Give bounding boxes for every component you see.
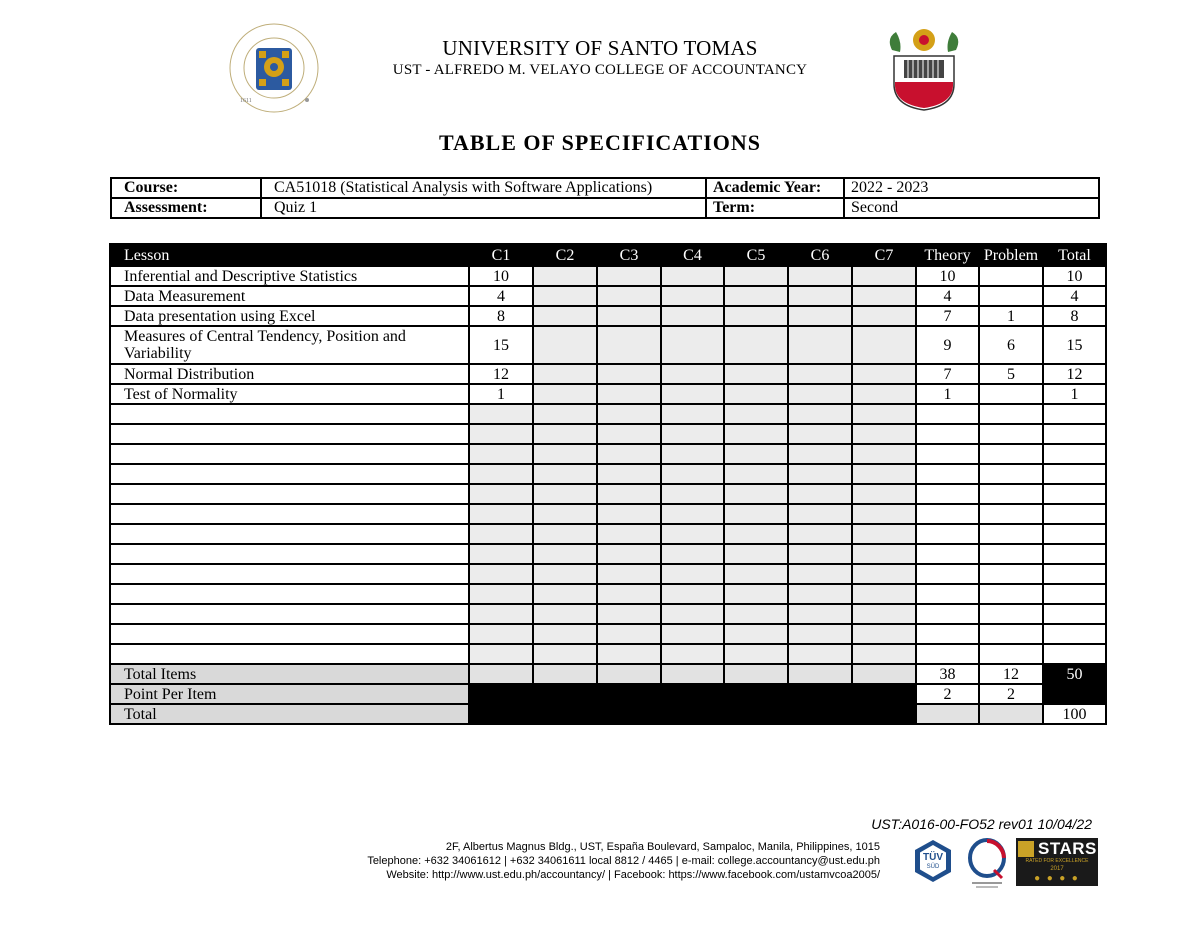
value-cell — [724, 384, 788, 404]
point-theory: 2 — [916, 684, 979, 704]
empty-cell — [852, 624, 916, 644]
empty-cell — [469, 484, 533, 504]
empty-cell — [597, 524, 661, 544]
empty-cell — [724, 544, 788, 564]
value-cell: 4 — [916, 286, 979, 306]
empty-cell — [852, 584, 916, 604]
empty-cell — [788, 604, 852, 624]
empty-cell — [110, 584, 469, 604]
empty-cell — [979, 444, 1043, 464]
grand-total-row — [110, 704, 1106, 724]
value-cell: 9 — [916, 326, 979, 364]
empty-cell — [852, 444, 916, 464]
value-cell: 1 — [469, 384, 533, 404]
value-cell: 10 — [469, 266, 533, 286]
empty-cell — [1043, 604, 1106, 624]
empty-cell — [916, 524, 979, 544]
value-cell: 5 — [979, 364, 1043, 384]
seal-year: 1611 — [240, 98, 252, 104]
empty-cell — [852, 524, 916, 544]
empty-cell — [979, 544, 1043, 564]
lesson-cell: Measures of Central Tendency, Position and Variability — [110, 326, 469, 364]
empty-cell — [533, 564, 597, 584]
empty-cell — [469, 644, 533, 664]
value-cell — [661, 364, 724, 384]
empty-cell — [979, 564, 1043, 584]
empty-cell — [1043, 584, 1106, 604]
assessment-value: Quiz 1 — [261, 198, 706, 218]
header-c2: C2 — [533, 244, 597, 266]
lesson-cell: Inferential and Descriptive Statistics — [110, 266, 469, 286]
value-cell — [661, 286, 724, 306]
empty-cell — [661, 404, 724, 424]
empty-cell — [788, 644, 852, 664]
total-items-label: Total Items — [110, 664, 469, 684]
total-items-row — [110, 664, 1106, 684]
table-row — [110, 384, 1106, 404]
value-cell — [533, 306, 597, 326]
document-title: TABLE OF SPECIFICATIONS — [438, 130, 762, 155]
empty-cell — [788, 444, 852, 464]
empty-cell — [979, 644, 1043, 664]
empty-cell — [916, 444, 979, 464]
academic-year-value: 2022 - 2023 — [844, 178, 1099, 198]
value-cell — [852, 364, 916, 384]
empty-cell — [533, 604, 597, 624]
empty-cell — [788, 584, 852, 604]
empty-cell — [916, 424, 979, 444]
empty-cell — [788, 464, 852, 484]
empty-cell — [852, 604, 916, 624]
empty-cell — [916, 584, 979, 604]
empty-cell — [852, 564, 916, 584]
quality-award-logo — [964, 838, 1010, 892]
empty-cell — [661, 464, 724, 484]
academic-year-label: Academic Year: — [706, 178, 844, 198]
value-cell — [852, 326, 916, 364]
lesson-cell: Data Measurement — [110, 286, 469, 306]
value-cell — [979, 266, 1043, 286]
value-cell — [788, 266, 852, 286]
university-name: UNIVERSITY OF SANTO TOMAS — [442, 36, 758, 60]
value-cell — [724, 266, 788, 286]
empty-cell — [469, 524, 533, 544]
empty-cell — [597, 604, 661, 624]
empty-cell — [724, 504, 788, 524]
value-cell — [852, 286, 916, 306]
empty-cell — [979, 484, 1043, 504]
value-cell: 7 — [916, 364, 979, 384]
table-row — [110, 266, 1106, 286]
footer-contact — [367, 840, 880, 882]
header-lesson: Lesson — [110, 244, 469, 266]
value-cell — [597, 286, 661, 306]
empty-cell — [788, 524, 852, 544]
value-cell — [852, 384, 916, 404]
value-cell: 12 — [1043, 364, 1106, 384]
course-value: CA51018 (Statistical Analysis with Software Applications) — [261, 178, 706, 198]
value-cell — [597, 326, 661, 364]
empty-cell — [916, 464, 979, 484]
value-cell: 8 — [469, 306, 533, 326]
value-cell: 1 — [916, 384, 979, 404]
course-label: Course: — [111, 178, 261, 198]
empty-cell — [788, 544, 852, 564]
empty-cell — [979, 584, 1043, 604]
empty-row — [110, 604, 1106, 624]
empty-cell — [533, 584, 597, 604]
value-cell — [597, 364, 661, 384]
empty-cell — [110, 424, 469, 444]
empty-cell — [597, 484, 661, 504]
footer-website: Website: http://www.ust.edu.ph/accountancy/ | Facebook: https://www.facebook.com/ustamvcoa2005/ — [386, 869, 880, 881]
empty-cell — [533, 524, 597, 544]
empty-row — [110, 564, 1106, 584]
table-row — [110, 306, 1106, 326]
value-cell — [724, 306, 788, 326]
empty-cell — [597, 644, 661, 664]
empty-cell — [597, 544, 661, 564]
empty-cell — [852, 404, 916, 424]
point-problem: 2 — [979, 684, 1043, 704]
value-cell: 7 — [916, 306, 979, 326]
empty-cell — [110, 544, 469, 564]
empty-cell — [110, 564, 469, 584]
empty-cell — [110, 444, 469, 464]
empty-cell — [788, 624, 852, 644]
grand-total-value: 100 — [1043, 704, 1106, 724]
empty-cell — [916, 604, 979, 624]
empty-cell — [1043, 444, 1106, 464]
value-cell — [979, 384, 1043, 404]
empty-cell — [469, 584, 533, 604]
empty-cell — [597, 464, 661, 484]
header-total: Total — [1043, 244, 1106, 266]
empty-cell — [1043, 484, 1106, 504]
stars-text: STARS — [1038, 839, 1097, 858]
empty-cell — [916, 644, 979, 664]
value-cell: 1 — [1043, 384, 1106, 404]
empty-cell — [916, 544, 979, 564]
empty-cell — [661, 524, 724, 544]
empty-cell — [110, 604, 469, 624]
empty-cell — [469, 564, 533, 584]
value-cell — [724, 364, 788, 384]
value-cell: 8 — [1043, 306, 1106, 326]
empty-cell — [788, 424, 852, 444]
value-cell: 4 — [1043, 286, 1106, 306]
stars-year: 2017 — [1050, 866, 1064, 872]
total-problem: 12 — [979, 664, 1043, 684]
specifications-table — [109, 243, 1107, 725]
empty-cell — [724, 564, 788, 584]
empty-row — [110, 544, 1106, 564]
lesson-cell: Test of Normality — [110, 384, 469, 404]
empty-cell — [916, 504, 979, 524]
table-header-row — [110, 244, 1106, 266]
empty-cell — [110, 404, 469, 424]
form-code: UST:A016-00-FO52 rev01 10/04/22 — [871, 816, 1092, 832]
stars-rating-icon: ● ● ● ● — [1034, 873, 1080, 884]
empty-cell — [110, 624, 469, 644]
value-cell: 4 — [469, 286, 533, 306]
empty-cell — [597, 444, 661, 464]
empty-cell — [788, 484, 852, 504]
value-cell — [788, 286, 852, 306]
empty-cell — [533, 544, 597, 564]
value-cell: 12 — [469, 364, 533, 384]
empty-cell — [469, 464, 533, 484]
empty-row — [110, 404, 1106, 424]
empty-cell — [724, 604, 788, 624]
empty-cell — [533, 424, 597, 444]
empty-cell — [533, 464, 597, 484]
empty-cell — [916, 484, 979, 504]
empty-cell — [916, 404, 979, 424]
term-value: Second — [844, 198, 1099, 218]
value-cell — [597, 306, 661, 326]
empty-row — [110, 504, 1106, 524]
empty-cell — [661, 584, 724, 604]
value-cell — [724, 326, 788, 364]
value-cell: 6 — [979, 326, 1043, 364]
total-items-total: 50 — [1043, 664, 1106, 684]
empty-cell — [852, 644, 916, 664]
empty-row — [110, 524, 1106, 544]
header-c1: C1 — [469, 244, 533, 266]
lesson-cell: Data presentation using Excel — [110, 306, 469, 326]
value-cell — [661, 266, 724, 286]
value-cell — [533, 384, 597, 404]
value-cell — [661, 306, 724, 326]
empty-cell — [533, 644, 597, 664]
value-cell: 15 — [469, 326, 533, 364]
empty-cell — [110, 484, 469, 504]
value-cell — [852, 306, 916, 326]
value-cell — [533, 286, 597, 306]
header-c3: C3 — [597, 244, 661, 266]
empty-row — [110, 644, 1106, 664]
table-row — [110, 286, 1106, 306]
term-label: Term: — [706, 198, 844, 218]
empty-cell — [724, 404, 788, 424]
empty-cell — [597, 624, 661, 644]
empty-cell — [597, 424, 661, 444]
empty-cell — [661, 624, 724, 644]
header-c7: C7 — [852, 244, 916, 266]
empty-cell — [533, 444, 597, 464]
empty-row — [110, 424, 1106, 444]
course-row — [111, 178, 1099, 198]
empty-cell — [1043, 624, 1106, 644]
empty-cell — [788, 504, 852, 524]
empty-cell — [979, 424, 1043, 444]
empty-cell — [979, 624, 1043, 644]
empty-cell — [1043, 564, 1106, 584]
college-name: UST - ALFREDO M. VELAYO COLLEGE OF ACCOUNTANCY — [392, 62, 808, 78]
empty-cell — [979, 504, 1043, 524]
empty-cell — [661, 504, 724, 524]
empty-cell — [469, 424, 533, 444]
empty-cell — [724, 524, 788, 544]
point-per-item-row — [110, 684, 1106, 704]
empty-cell — [469, 504, 533, 524]
value-cell: 15 — [1043, 326, 1106, 364]
empty-cell — [597, 564, 661, 584]
empty-cell — [661, 644, 724, 664]
empty-cell — [469, 604, 533, 624]
tuv-sub-text: SÜD — [926, 864, 940, 870]
value-cell — [788, 306, 852, 326]
stars-rating-logo — [1016, 838, 1098, 886]
empty-cell — [1043, 524, 1106, 544]
value-cell — [724, 286, 788, 306]
lesson-cell: Normal Distribution — [110, 364, 469, 384]
empty-cell — [597, 504, 661, 524]
empty-cell — [852, 484, 916, 504]
empty-cell — [597, 584, 661, 604]
value-cell — [533, 266, 597, 286]
value-cell: 10 — [916, 266, 979, 286]
header-c5: C5 — [724, 244, 788, 266]
empty-cell — [661, 544, 724, 564]
footer-telephone: Telephone: +632 34061612 | +632 34061611 local 8812 / 4465 | e-mail: college.accountancy@ust.edu.ph — [367, 855, 880, 867]
empty-cell — [1043, 404, 1106, 424]
empty-cell — [788, 564, 852, 584]
empty-cell — [724, 464, 788, 484]
empty-cell — [724, 424, 788, 444]
value-cell — [533, 326, 597, 364]
empty-cell — [852, 504, 916, 524]
tuv-certification-logo — [910, 838, 956, 884]
empty-cell — [533, 504, 597, 524]
tuv-text: TÜV — [923, 852, 943, 863]
assessment-row — [111, 198, 1099, 218]
empty-cell — [110, 524, 469, 544]
empty-cell — [979, 464, 1043, 484]
value-cell — [788, 326, 852, 364]
empty-cell — [788, 404, 852, 424]
empty-row — [110, 624, 1106, 644]
header-c4: C4 — [661, 244, 724, 266]
assessment-label: Assessment: — [111, 198, 261, 218]
empty-cell — [1043, 504, 1106, 524]
empty-cell — [852, 464, 916, 484]
table-row — [110, 364, 1106, 384]
empty-cell — [1043, 464, 1106, 484]
value-cell — [979, 286, 1043, 306]
empty-cell — [979, 404, 1043, 424]
empty-cell — [661, 484, 724, 504]
value-cell — [788, 384, 852, 404]
value-cell — [597, 384, 661, 404]
empty-cell — [1043, 424, 1106, 444]
empty-cell — [469, 404, 533, 424]
empty-cell — [661, 564, 724, 584]
footer-address: 2F, Albertus Magnus Bldg., UST, España Boulevard, Sampaloc, Manila, Philippines, 1015 — [445, 841, 880, 853]
value-cell — [661, 384, 724, 404]
empty-row — [110, 464, 1106, 484]
empty-cell — [724, 484, 788, 504]
empty-cell — [724, 624, 788, 644]
empty-cell — [469, 444, 533, 464]
value-cell — [661, 326, 724, 364]
empty-cell — [597, 404, 661, 424]
empty-cell — [533, 624, 597, 644]
value-cell — [788, 364, 852, 384]
header-problem: Problem — [979, 244, 1043, 266]
empty-cell — [469, 544, 533, 564]
empty-cell — [979, 604, 1043, 624]
empty-cell — [110, 644, 469, 664]
empty-row — [110, 444, 1106, 464]
empty-cell — [469, 624, 533, 644]
empty-cell — [533, 404, 597, 424]
course-info-table — [110, 177, 1100, 219]
empty-cell — [110, 504, 469, 524]
value-cell: 1 — [979, 306, 1043, 326]
stars-sub-text: RATED FOR EXCELLENCE — [1025, 858, 1089, 864]
empty-row — [110, 484, 1106, 504]
empty-cell — [661, 604, 724, 624]
table-row — [110, 326, 1106, 364]
empty-cell — [661, 424, 724, 444]
empty-cell — [852, 424, 916, 444]
empty-row — [110, 584, 1106, 604]
header-theory: Theory — [916, 244, 979, 266]
total-theory: 38 — [916, 664, 979, 684]
grand-total-label: Total — [110, 704, 469, 724]
empty-cell — [852, 544, 916, 564]
empty-cell — [1043, 544, 1106, 564]
empty-cell — [1043, 644, 1106, 664]
empty-cell — [533, 484, 597, 504]
value-cell — [533, 364, 597, 384]
empty-cell — [110, 464, 469, 484]
empty-cell — [979, 524, 1043, 544]
empty-cell — [724, 444, 788, 464]
empty-cell — [916, 624, 979, 644]
stars-emblem-icon — [1018, 841, 1034, 857]
header-c6: C6 — [788, 244, 852, 266]
point-per-item-label: Point Per Item — [110, 684, 469, 704]
empty-cell — [661, 444, 724, 464]
value-cell — [597, 266, 661, 286]
empty-cell — [724, 644, 788, 664]
value-cell: 10 — [1043, 266, 1106, 286]
empty-cell — [724, 584, 788, 604]
college-crest-logo — [882, 22, 966, 112]
value-cell — [852, 266, 916, 286]
empty-cell — [916, 564, 979, 584]
